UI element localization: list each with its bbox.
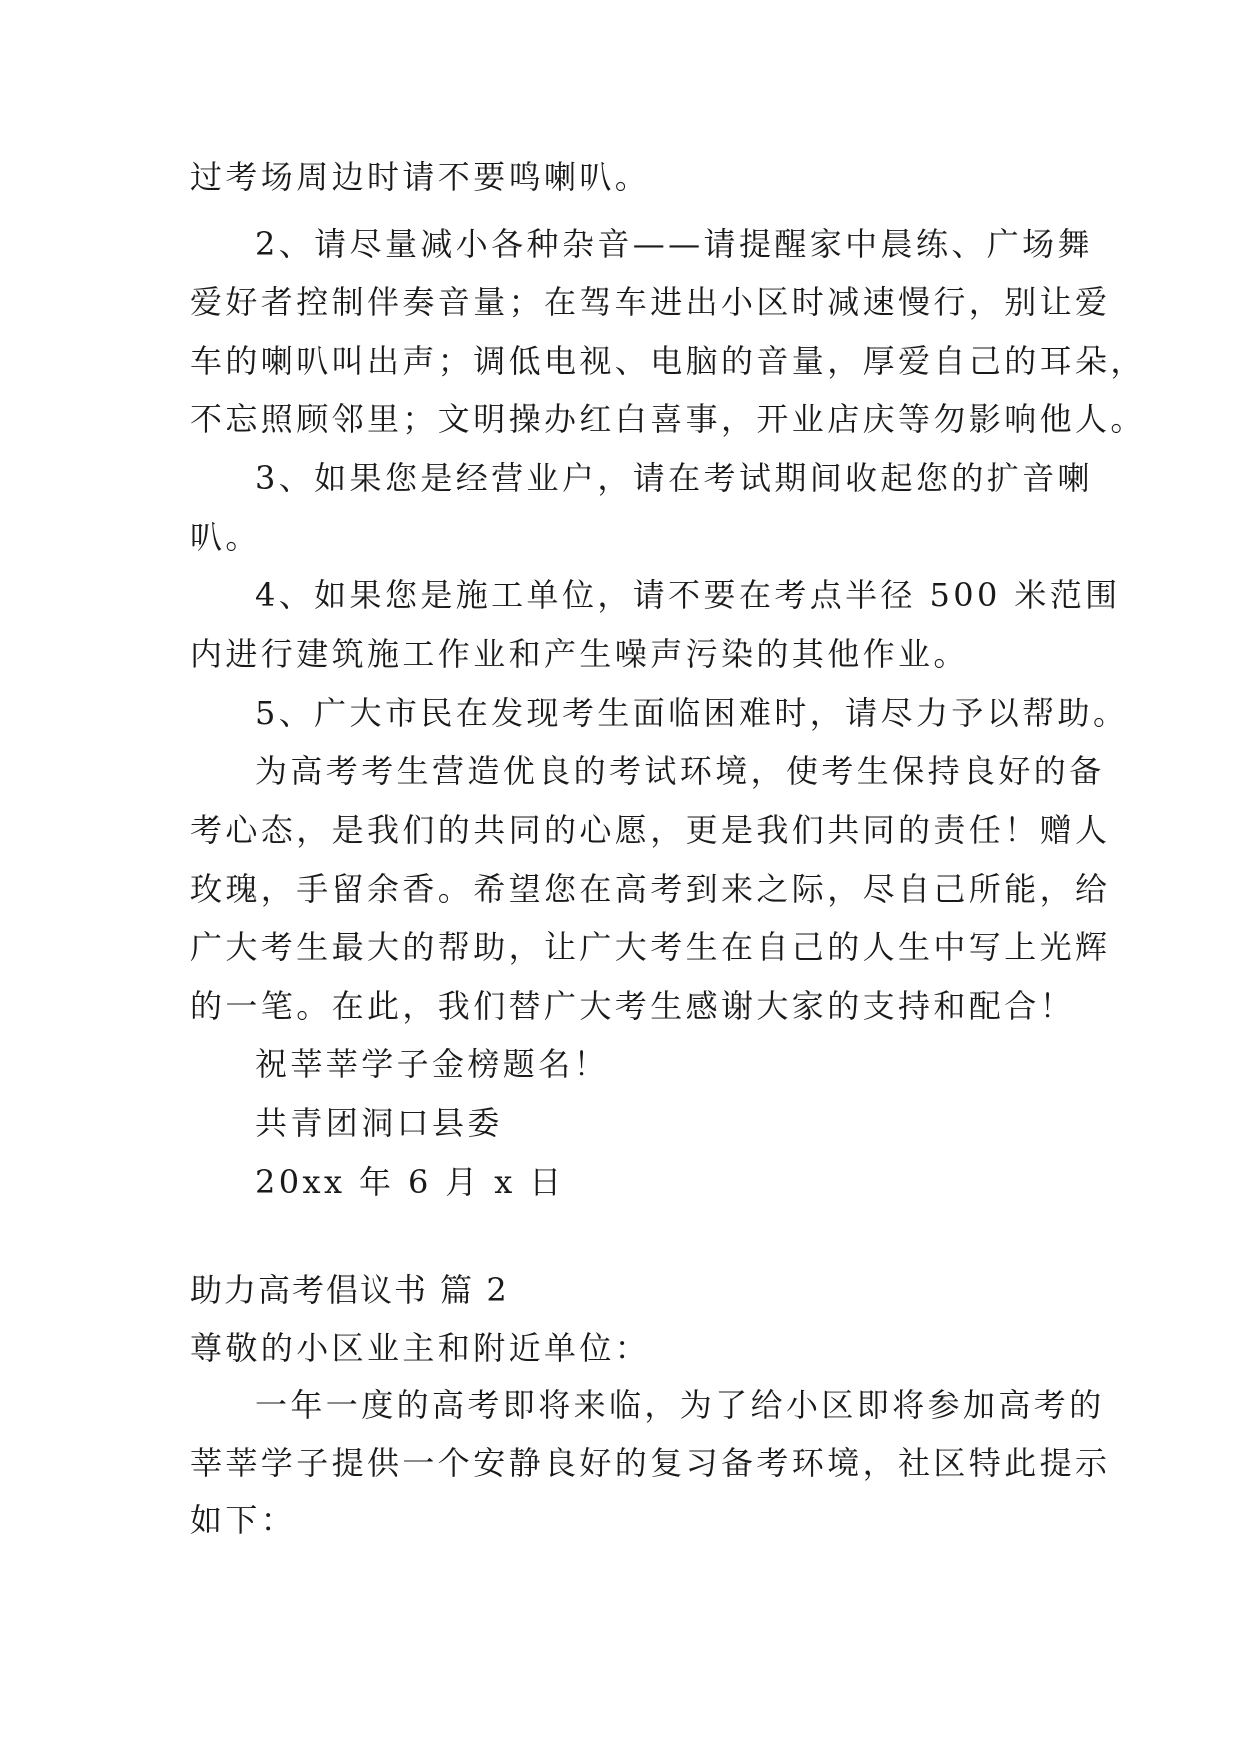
text-line: 如下：	[190, 1501, 297, 1539]
text-line: 过考场周边时请不要鸣喇叭。	[190, 158, 651, 196]
text-line: 车的喇叭叫出声；调低电视、电脑的音量，厚爱自己的耳朵，	[190, 342, 1146, 380]
text-line: 2、请尽量减小各种杂音——请提醒家中晨练、广场舞	[255, 225, 1093, 263]
date-line: 20xx 年 6 月 x 日	[255, 1163, 565, 1201]
text-line: 为高考考生营造优良的考试环境，使考生保持良好的备	[255, 752, 1105, 790]
text-line: 共青团洞口县委	[255, 1104, 503, 1142]
text-line: 玫瑰，手留余香。希望您在高考到来之际，尽自己所能，给	[190, 870, 1111, 908]
text-line: 4、如果您是施工单位，请不要在考点半径 500 米范围	[255, 576, 1121, 614]
text-line: 爱好者控制伴奏音量；在驾车进出小区时减速慢行，别让爱	[190, 283, 1111, 321]
text-line: 叭。	[190, 518, 261, 556]
text-line: 莘莘学子提供一个安静良好的复习备考环境，社区特此提示	[190, 1444, 1111, 1482]
text-line: 一年一度的高考即将来临，为了给小区即将参加高考的	[255, 1386, 1105, 1424]
salutation: 尊敬的小区业主和附近单位：	[190, 1329, 651, 1367]
text-line: 3、如果您是经营业户，请在考试期间收起您的扩音喇	[255, 459, 1093, 497]
text-line: 5、广大市民在发现考生面临困难时，请尽力予以帮助。	[255, 694, 1129, 732]
text-line: 广大考生最大的帮助，让广大考生在自己的人生中写上光辉	[190, 928, 1111, 966]
text-line: 的一笔。在此，我们替广大考生感谢大家的支持和配合！	[190, 987, 1076, 1025]
text-line: 考心态，是我们的共同的心愿，更是我们共同的责任！赠人	[190, 811, 1111, 849]
section-heading: 助力高考倡议书 篇 2	[190, 1271, 509, 1309]
text-line: 不忘照顾邻里；文明操办红白喜事，开业店庆等勿影响他人。	[190, 400, 1146, 438]
text-line: 内进行建筑施工作业和产生噪声污染的其他作业。	[190, 635, 969, 673]
text-line: 祝莘莘学子金榜题名！	[255, 1045, 610, 1083]
